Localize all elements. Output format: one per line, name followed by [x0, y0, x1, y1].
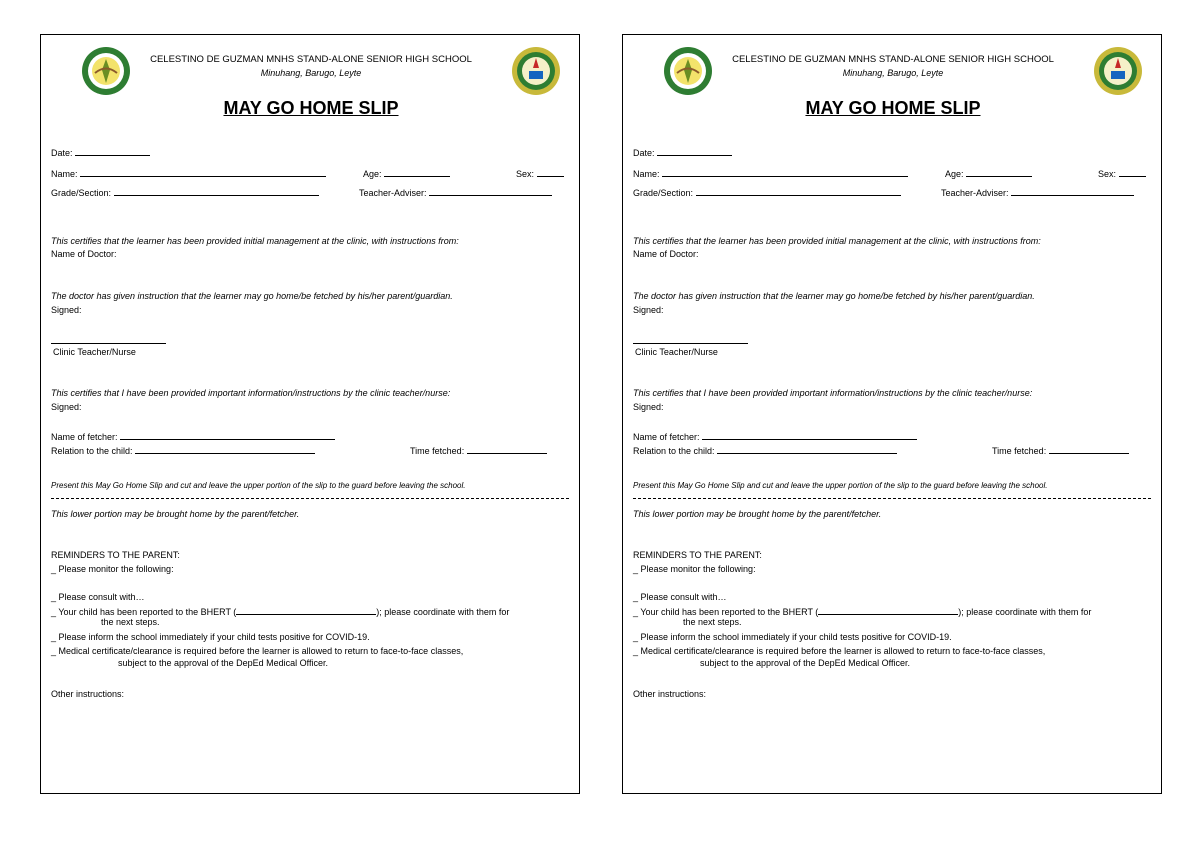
teacher-adviser-blank — [1011, 186, 1134, 196]
age-blank — [384, 167, 450, 177]
date-field — [51, 146, 150, 158]
relation-blank — [135, 444, 315, 454]
sex-field — [516, 167, 564, 179]
date-blank — [75, 146, 150, 156]
time-fetched-label: Time fetched: — [410, 446, 465, 456]
reminder-bhert — [633, 605, 1091, 617]
doctor-instruction-text: The doctor has given instruction that the learner may go home/be fetched by his/her parent/guardian. — [51, 291, 453, 301]
fetcher-name-field — [633, 430, 917, 442]
relation-label: Relation to the child: — [633, 446, 715, 456]
signed-label-2: Signed: — [633, 402, 664, 412]
other-instructions-label: Other instructions: — [51, 689, 125, 699]
sex-label: Sex: — [516, 169, 535, 179]
lower-portion-note: This lower portion may be brought home by the parent/fetcher. — [633, 509, 882, 519]
age-label: Age: — [945, 169, 964, 179]
school-address: Minuhang, Barugo, Leyte — [842, 68, 944, 78]
relation-blank — [717, 444, 897, 454]
cut-line — [633, 498, 1151, 499]
age-field — [945, 167, 1032, 179]
grade-section-blank — [114, 186, 319, 196]
age-field — [363, 167, 450, 179]
clinic-signature-line — [633, 343, 748, 344]
grade-section-field — [633, 186, 901, 198]
time-fetched-label: Time fetched: — [992, 446, 1047, 456]
signed-label-1: Signed: — [51, 305, 82, 315]
teacher-adviser-blank — [429, 186, 552, 196]
reminder-medical-continued: subject to the approval of the DepEd Medical Officer. — [700, 658, 910, 668]
name-label: Name: — [633, 169, 660, 179]
school-name: CELESTINO DE GUZMAN MNHS STAND-ALONE SENIOR HIGH SCHOOL — [150, 54, 472, 65]
certify-clinic-text: This certifies that the learner has been provided initial management at the clinic, with instructions from: — [51, 236, 459, 246]
reminder-bhert-end: ); please coordinate with them for — [376, 607, 510, 617]
lower-portion-note: This lower portion may be brought home by the parent/fetcher. — [51, 509, 300, 519]
certify-clinic-text: This certifies that the learner has been provided initial management at the clinic, with instructions from: — [633, 236, 1041, 246]
fetcher-name-field — [51, 430, 335, 442]
teacher-adviser-field — [941, 186, 1134, 198]
relation-field — [633, 444, 897, 456]
age-blank — [966, 167, 1032, 177]
name-of-doctor-label: Name of Doctor: — [633, 249, 699, 259]
grade-section-field — [51, 186, 319, 198]
reminder-bhert-continued: the next steps. — [683, 617, 742, 627]
time-fetched-field — [410, 444, 547, 456]
reminder-bhert — [51, 605, 509, 617]
name-blank — [80, 167, 326, 177]
date-blank — [657, 146, 732, 156]
slip-title: MAY GO HOME SLIP — [805, 98, 981, 118]
reminder-consult: _ Please consult with… — [51, 592, 145, 602]
teacher-adviser-label: Teacher-Adviser: — [941, 188, 1009, 198]
slip-right — [622, 34, 1162, 794]
reminder-monitor: _ Please monitor the following: — [633, 564, 756, 574]
clinic-signature-line — [51, 343, 166, 344]
signed-label-1: Signed: — [633, 305, 664, 315]
relation-field — [51, 444, 315, 456]
relation-label: Relation to the child: — [51, 446, 133, 456]
grade-section-label: Grade/Section: — [633, 188, 694, 198]
reminder-monitor: _ Please monitor the following: — [51, 564, 174, 574]
name-of-doctor-label: Name of Doctor: — [51, 249, 117, 259]
bhert-blank — [818, 605, 958, 615]
date-label: Date: — [633, 148, 655, 158]
bhert-blank — [236, 605, 376, 615]
sex-blank — [537, 167, 564, 177]
grade-section-blank — [696, 186, 901, 196]
time-fetched-blank — [467, 444, 547, 454]
reminder-medical: _ Medical certificate/clearance is required before the learner is allowed to return to face-to-face classes, — [51, 646, 464, 656]
reminder-bhert-start: _ Your child has been reported to the BHERT ( — [633, 607, 819, 617]
teacher-adviser-label: Teacher-Adviser: — [359, 188, 427, 198]
reminder-medical-continued: subject to the approval of the DepEd Medical Officer. — [118, 658, 328, 668]
reminders-title: REMINDERS TO THE PARENT: — [633, 550, 762, 560]
teacher-adviser-field — [359, 186, 552, 198]
grade-section-label: Grade/Section: — [51, 188, 112, 198]
fetcher-name-label: Name of fetcher: — [51, 432, 118, 442]
date-field — [633, 146, 732, 158]
present-note: Present this May Go Home Slip and cut and leave the upper portion of the slip to the guard before leaving the school. — [633, 481, 1048, 490]
fetcher-name-blank — [702, 430, 917, 440]
reminder-bhert-continued: the next steps. — [101, 617, 160, 627]
certify-fetcher-text: This certifies that I have been provided important information/instructions by the clinic teacher/nurse: — [51, 388, 451, 398]
reminder-inform: _ Please inform the school immediately if your child tests positive for COVID-19. — [51, 632, 370, 642]
present-note: Present this May Go Home Slip and cut and leave the upper portion of the slip to the guard before leaving the school. — [51, 481, 466, 490]
date-label: Date: — [51, 148, 73, 158]
clinic-teacher-label: Clinic Teacher/Nurse — [53, 347, 136, 357]
time-fetched-blank — [1049, 444, 1129, 454]
reminders-title: REMINDERS TO THE PARENT: — [51, 550, 180, 560]
sex-label: Sex: — [1098, 169, 1117, 179]
reminder-bhert-start: _ Your child has been reported to the BHERT ( — [51, 607, 237, 617]
certify-fetcher-text: This certifies that I have been provided important information/instructions by the clinic teacher/nurse: — [633, 388, 1033, 398]
reminder-bhert-end: ); please coordinate with them for — [958, 607, 1092, 617]
reminder-inform: _ Please inform the school immediately if your child tests positive for COVID-19. — [633, 632, 952, 642]
doctor-instruction-text: The doctor has given instruction that the learner may go home/be fetched by his/her parent/guardian. — [633, 291, 1035, 301]
fetcher-name-label: Name of fetcher: — [633, 432, 700, 442]
other-instructions-label: Other instructions: — [633, 689, 707, 699]
fetcher-name-blank — [120, 430, 335, 440]
age-label: Age: — [363, 169, 382, 179]
sex-blank — [1119, 167, 1146, 177]
clinic-teacher-label: Clinic Teacher/Nurse — [635, 347, 718, 357]
cut-line — [51, 498, 569, 499]
reminder-medical: _ Medical certificate/clearance is required before the learner is allowed to return to face-to-face classes, — [633, 646, 1046, 656]
school-name: CELESTINO DE GUZMAN MNHS STAND-ALONE SENIOR HIGH SCHOOL — [732, 54, 1054, 65]
school-address: Minuhang, Barugo, Leyte — [260, 68, 362, 78]
name-blank — [662, 167, 908, 177]
name-field — [633, 167, 908, 179]
time-fetched-field — [992, 444, 1129, 456]
name-field — [51, 167, 326, 179]
reminder-consult: _ Please consult with… — [633, 592, 727, 602]
sex-field — [1098, 167, 1146, 179]
name-label: Name: — [51, 169, 78, 179]
slip-title: MAY GO HOME SLIP — [223, 98, 399, 118]
slip-left — [40, 34, 580, 794]
signed-label-2: Signed: — [51, 402, 82, 412]
